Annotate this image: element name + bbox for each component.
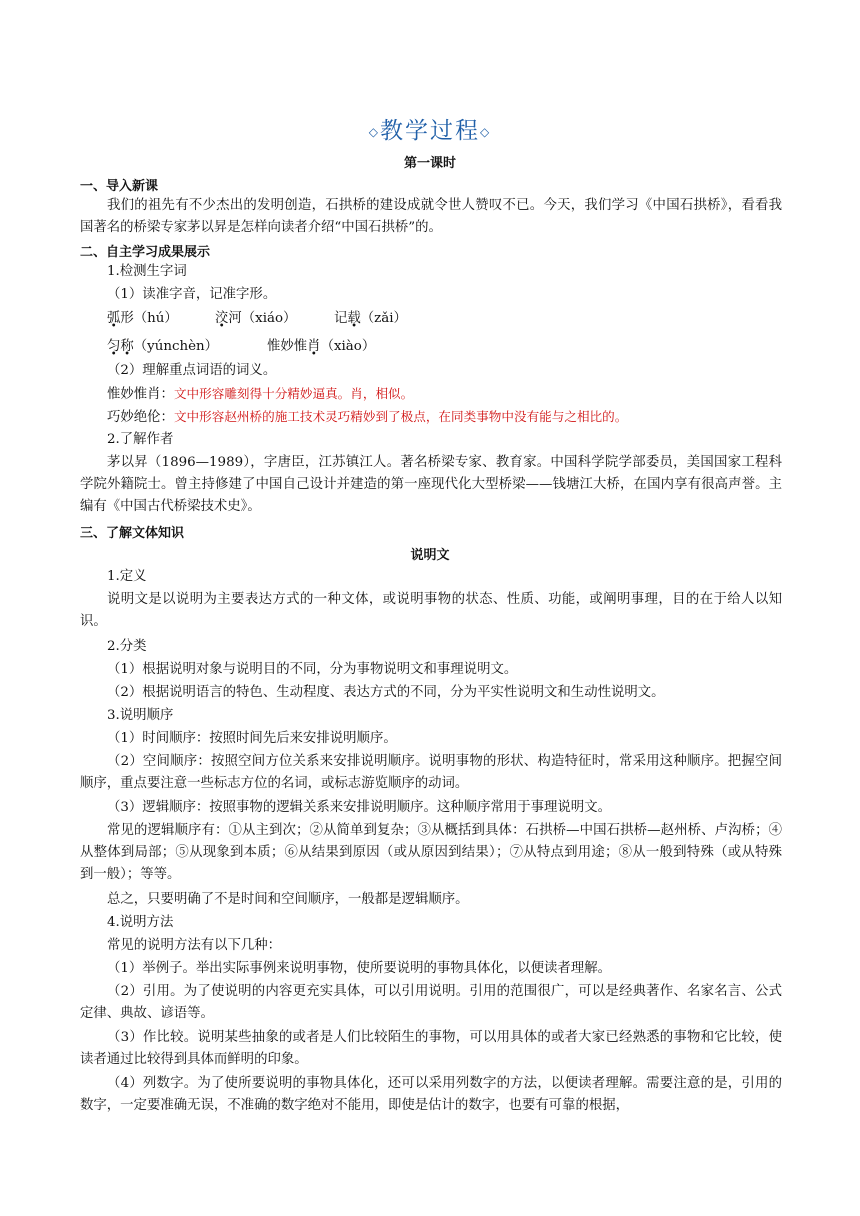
- page-title: ◇教学过程◇: [368, 118, 492, 144]
- paragraph: （2）引用。为了使说明的内容更充实具体，可以引用说明。引用的范围很广，可以是经典著作、名家名言、公式定律、典故、谚语等。: [80, 984, 782, 1021]
- subitem: （1）读准字音，记准字形。: [107, 287, 277, 302]
- vocab-word: 记载（zǎi）: [334, 311, 407, 326]
- vocab-word: 弧形（hú）: [107, 311, 178, 326]
- center-heading: 说明文: [410, 548, 450, 563]
- diamond-icon: ◇: [368, 125, 380, 139]
- item-title: 1.定义: [107, 569, 147, 584]
- vocab-word: 惟妙惟肖（xiào）: [267, 339, 376, 354]
- paragraph: （3）作比较。说明某些抽象的或者是人们比较陌生的事物，可以用具体的或者大家已经熟悉的事物和它比较，使读者通过比较得到具体而鲜明的印象。: [80, 1030, 782, 1067]
- paragraph: 茅以昇（1896—1989），字唐臣，江苏镇江人。著名桥梁专家、教育家。中国科学院学部委员，美国国家工程科学院外籍院士。曾主持修建了中国自己设计并建造的第一座现代化大型桥梁——钱塘江大桥，在国内享有很高声誉。主编有《中国古代桥梁技术史》。: [80, 455, 782, 514]
- paragraph: 常见的逻辑顺序有：①从主到次；②从简单到复杂；③从概括到具体：石拱桥—中国石拱桥—赵州桥、卢沟桥；④从整体到局部；⑤从现象到本质；⑥从结果到原因（或从原因到结果）；⑦从特点到用途；⑧从一般到特殊（或从特殊到一般）；等等。: [80, 823, 782, 882]
- paragraph: 常见的说明方法有以下几种：: [107, 938, 282, 953]
- subitem: （3）逻辑顺序：按照事物的逻辑关系来安排说明顺序。这种顺序常用于事理说明文。: [107, 800, 611, 815]
- diamond-icon: ◇: [480, 125, 492, 139]
- item-title: 4.说明方法: [107, 915, 174, 930]
- term-definition: 惟妙惟肖：文中形容雕刻得十分精妙逼真。肖，相似。: [107, 386, 414, 402]
- lesson-label: 第一课时: [403, 156, 456, 171]
- vocab-word: 匀称（yúnchèn）: [107, 339, 219, 354]
- subitem: （2）根据说明语言的特色、生动程度、表达方式的不同，分为平实性说明文和生动性说明文。: [107, 685, 665, 700]
- term-definition: 巧妙绝伦：文中形容赵州桥的施工技术灵巧精妙到了极点，在同类事物中没有能与之相比的。: [107, 409, 628, 425]
- section-heading-1: 一、导入新课: [80, 179, 159, 194]
- paragraph: 我们的祖先有不少杰出的发明创造，石拱桥的建设成就令世人赞叹不已。今天，我们学习《中国石拱桥》，看看我国著名的桥梁专家茅以昇是怎样向读者介绍“中国石拱桥”的。: [80, 198, 782, 235]
- paragraph: （2）空间顺序：按照空间方位关系来安排说明顺序。说明事物的形状、构造特征时，常采用这种顺序。把握空间顺序，重点要注意一些标志方位的名词，或标志游览顺序的动词。: [80, 754, 782, 791]
- section-heading-2: 二、自主学习成果展示: [80, 245, 211, 260]
- paragraph: （4）列数字。为了使所要说明的事物具体化，还可以采用列数字的方法，以便读者理解。需要注意的是，引用的数字，一定要准确无误，不准确的数字绝对不能用，即使是估计的数字，也要有可靠的根据，: [80, 1076, 782, 1113]
- item-title: 1.检测生字词: [107, 264, 187, 279]
- subitem: （2）理解重点词语的词义。: [107, 363, 277, 378]
- item-title: 2.了解作者: [107, 432, 174, 447]
- vocab-word: 洨河（xiáo）: [215, 311, 297, 326]
- subitem: （1）时间顺序：按照时间先后来安排说明顺序。: [107, 731, 397, 746]
- paragraph: 总之，只要明确了不是时间和空间顺序，一般都是逻辑顺序。: [107, 892, 469, 907]
- item-title: 2.分类: [107, 639, 147, 654]
- paragraph: 说明文是以说明为主要表达方式的一种文体，或说明事物的状态、性质、功能，或阐明事理，目的在于给人以知识。: [80, 592, 782, 629]
- subitem: （1）举例子。举出实际事例来说明事物，使所要说明的事物具体化，以便读者理解。: [107, 961, 611, 976]
- item-title: 3.说明顺序: [107, 708, 174, 723]
- subitem: （1）根据说明对象与说明目的不同，分为事物说明文和事理说明文。: [107, 662, 518, 677]
- section-heading-3: 三、了解文体知识: [80, 526, 185, 541]
